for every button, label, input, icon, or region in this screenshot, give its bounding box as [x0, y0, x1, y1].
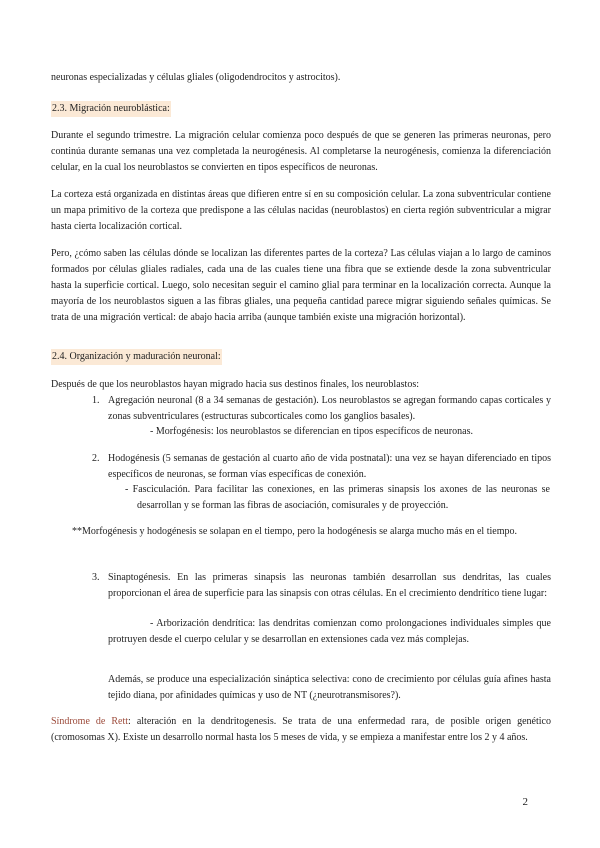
rett-paragraph — [51, 714, 551, 746]
rett-term: Síndrome de Rett — [51, 716, 129, 727]
list-item-3-text: Sinaptogénesis. En las primeras sinapsis las neuronas también desarrollan sus dendritas, las cuales proporcionan el área de superficie para las sinapsis con otras células. En el crecimiento dendrítico tiene lugar: — [108, 572, 551, 599]
overlap-note: **Morfogénesis y hodogénesis se solapan en el tiempo, pero la hodogénesis se alarga mucho más en el tiempo. — [72, 526, 517, 537]
page-number: 2 — [522, 796, 528, 808]
rett-text: : alteración en la dendritogenesis. Se trata de una enfermedad rara, de posible origen genético (cromosomas X). Existe un desarrollo normal hasta los 5 meses de vida, y se empieza a manifestar entre los 2 y 4 años. — [51, 716, 551, 743]
section-heading-2-4: 2.4. Organización y maduración neuronal: — [51, 349, 222, 365]
list-number-2: 2. — [92, 453, 100, 464]
section-heading-2-3: 2.3. Migración neuroblástica: — [51, 101, 171, 117]
list-item-3-sub: - Arborización dendrítica: las dendritas comienzan como prolongaciones individuales simples que protruyen desde el cuerpo celular y se desarrollan en extensiones cada vez más complejas. — [108, 618, 551, 645]
list-item-1-sub: - Morfogénesis: los neuroblastos se diferencian en tipos específicos de neuronas. — [150, 426, 473, 437]
list-item-3-extra: Además, se produce una especialización sináptica selectiva: cono de crecimiento por células guía afines hasta tejido diana, por afinidades químicas y uso de NT (¿neurotransmisores?). — [108, 674, 551, 701]
list-number-1: 1. — [92, 395, 100, 406]
intro-fragment: neuronas especializadas y células gliales (oligodendrocitos y astrocitos). — [51, 72, 341, 83]
list-item-2-text: Hodogénesis (5 semanas de gestación al cuarto año de vida postnatal): una vez se hayan diferenciado en tipos específicos de neuronas, se forman vías específicas de conexión. — [108, 453, 551, 480]
paragraph-2-3-2: La corteza está organizada en distintas áreas que difieren entre sí en su composición celular. La zona subventricular contiene un mapa primitivo de la corteza que predispone a las células nacidas (neuroblastos) en cierta región subventricular a migrar hasta cierta localización cortical. — [51, 189, 551, 232]
paragraph-2-3-3: Pero, ¿cómo saben las células dónde se localizan las diferentes partes de la corteza? Las células viajan a lo largo de caminos formados por células gliales radiales, cada una de las cuales tiene una fibra que se extiende desde la zona subventricular hasta la superficie cortical. Luego, solo necesitan seguir el camino glial para terminar en la localización correcta. Aunque la mayoría de los neuroblastos siguen a las fibras gliales, una pequeña cantidad parece migrar siguiendo señales químicas. Se trata de una migración vertical: de abajo hacia arriba (aunque también existe una migración horizontal). — [51, 248, 551, 323]
paragraph-2-3-1: Durante el segundo trimestre. La migración celular comienza poco después de que se generen las primeras neuronas, pero continúa durante semanas una vez completada la neurogénesis. Al completarse la neurogénesis, comienza la diferenciación celular, en la cual los neuroblastos se convierten en tipos específicos de neuronas. — [51, 130, 551, 173]
list-item-2-sub: - Fasciculación. Para facilitar las conexiones, en las primeras sinapsis los axones de las neuronas se desarrollan y se forman las fibras de asociación, comisurales y de proyección. — [125, 484, 550, 511]
list-item-1-text: Agregación neuronal (8 a 34 semanas de gestación). Los neuroblastos se agregan formando capas corticales y zonas subventriculares (estructuras subcorticales como los ganglios basales). — [108, 395, 551, 422]
list-number-3: 3. — [92, 572, 100, 583]
paragraph-2-4-intro: Después de que los neuroblastos hayan migrado hacia sus destinos finales, los neuroblastos: — [51, 379, 419, 390]
